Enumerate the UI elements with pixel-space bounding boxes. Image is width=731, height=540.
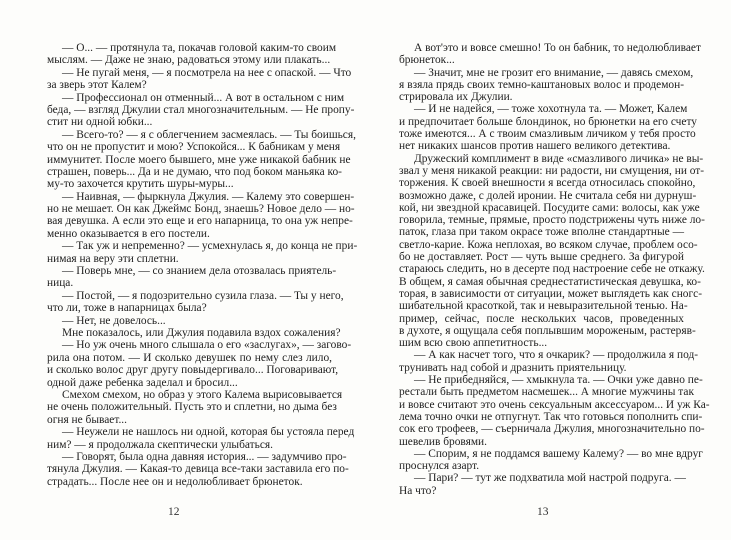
text-line: рестали быть предметом насмешек... А многие мужчины так [399,386,695,399]
text-line: вая девушка. А если это еще и его напарница, то она уж непре- [47,215,353,228]
paragraph [399,374,710,448]
text-line: В общем, я самая обычная среднестатистическая девушка, ко- [399,275,701,288]
paragraph [47,66,352,92]
text-line: иммунитет. После моего бывшего, мне уже никакой бабник не [47,153,351,166]
page-number-right: 13 [537,506,549,518]
text-line: говорила, темные, прямые, просто подстрижены чуть ниже ло- [399,214,705,227]
paragraph [399,349,699,374]
text-line: — Но уж очень много слышала о его «заслугах», — загово- [62,339,352,352]
text-line: — Поверь мне, — со знанием дела отозвалась приятель- [62,265,337,278]
text-line: ним? — я продолжала скептически улыбаться. [47,438,273,451]
text-line: нет никаких шансов против нашего великого детектива. [399,140,671,153]
text-line: ница. [47,277,74,290]
text-line: Смехом смехом, но образ у этого Калема вырисовывается [62,388,343,401]
paragraph [47,91,355,129]
text-line: торая, в зависимости от ситуации, может выглядеть как сногс- [399,287,703,300]
paragraph [47,388,343,426]
left-page-text [47,42,358,488]
text-line: лема точно очки не отпугнут. Так что готовься пополнить спи- [399,410,703,423]
text-line: светло-карие. Кожа неплохая, во всяком случае, проблем осо- [399,238,698,251]
text-line: нимая на веру эти сплетни. [47,252,179,265]
text-line: не очень положительный. Пусть это и сплетни, но дыма без [47,401,337,414]
text-line: стрировала их Джулии. [399,91,513,104]
text-line: трунивать над собой и дразнить приятельницу. [399,361,627,374]
text-line: шим всю свою аппетитность... [399,337,548,350]
text-line: — Так уж и непременно? — усмехнулась я, до конца не при- [62,240,358,253]
text-line: что он не пропустит и мою? Успокойся... К бабникам у меня [47,141,341,154]
text-line: — Неужели не нашлось ни одной, которая бы устояла перед [62,426,355,439]
text-line: — Всего-то? — я с облегчением засмеялась. — Ты боишься, [62,128,356,141]
text-line: но не мешает. Он как Джеймс Бонд, знаешь? Новое дело — но- [47,203,355,216]
text-line: кой, ни звездной красавицей. Посудите сами: волосы, как уже [399,201,700,214]
text-line: сок его трофеев, — съерничала Джулия, многозначительно по- [399,423,705,436]
text-line: в духоте, я ощущала себя поплывшим мороженым, растеряв- [399,324,696,337]
text-line: и предпочитает больше блондинок, но брюнетки на его счету [399,115,697,128]
paragraph [399,66,694,104]
text-line: На что? [399,484,437,497]
text-line: мыслям. — Даже не знаю, радоваться этому или плакать... [47,54,331,67]
paragraph [47,190,355,241]
text-line: — Не пугай меня, — я посмотрела на нее с опаской. — Что [62,66,352,79]
text-line: за зверь этот Калем? [47,79,147,92]
paragraph [47,326,341,339]
text-line: му-то захочется крутить шуры-муры... [47,178,234,191]
text-line: рила она потом. — И сколько девушек по нему слез лило, [47,351,332,364]
paragraph [47,240,358,265]
paragraph [47,315,332,327]
text-line: брюнеток... [399,54,455,67]
paragraph [399,42,701,67]
text-line: торжения. К своей внешности я всегда относилась спокойно, [399,177,696,190]
text-line: одной даже ребенка заделал и бросил... [47,376,238,389]
text-line: я взяла прядь своих темно-каштановых волос и продемон- [399,78,684,91]
paragraph [47,426,355,451]
text-line: — Говорят, была одна давняя история... — задумчиво про- [62,450,347,463]
text-line: тоже имеются... А с твоим смазливым личиком у тебя просто [399,128,696,141]
text-line: возможно даже, с долей иронии. Не считала себя ни дурнуш- [399,189,697,202]
paragraph [47,42,337,67]
text-line: шевелив бровями. [399,435,488,448]
text-line: — Профессионал он отменный... А вот в остальном с ним [62,91,345,104]
text-line: менно оказывается в его постели. [47,227,210,240]
paragraph [47,265,337,290]
text-line: Дружеский комплимент в виде «смазливого личика» не вы- [414,152,704,165]
text-line: стит ни одной юбки... [47,116,153,129]
paragraph [47,450,349,488]
text-line: паток, глаза при таком окрасе тоже вполне стандартные — [399,226,684,239]
text-line: А вот'это и вовсе смешно! То он бабник, то недолюбливает [414,42,701,54]
text-line: беда, — взгляд Джулии стал многозначительным. — Не пропу- [47,103,355,116]
right-page-text [399,42,710,497]
text-line: — И не надейся, — тоже хохотнула та. — Может, Калем [414,103,688,116]
paragraph [47,289,344,315]
text-line: и вовсе считают это очень сексуальным аксессуаром... И уж Ка- [399,398,710,411]
text-line: огня не бывает... [47,413,128,426]
paragraph [47,339,352,389]
text-line: — Не прибедняйся, — хмыкнула та. — Очки уже давно пе- [414,374,703,387]
page-number-left: 12 [168,506,180,518]
paragraph [399,447,703,473]
text-line: Мне показалось, или Джулия подавила вздох сожаления? [62,326,341,339]
text-line: стараюсь следить, но в десерте под настроение себе не откажу. [399,263,705,276]
paragraph [399,472,684,497]
text-line: бо не доставляет. Рост — чуть выше среднего. За фигурой [399,251,684,264]
paragraph [47,128,356,191]
text-line: проснулся азарт. [399,460,480,473]
paragraph [399,152,705,350]
text-line: что ли, тоже в напарницах была? [47,302,207,315]
text-line: — А как насчет того, что я очкарик? — продолжила я под- [414,349,699,362]
paragraph [399,103,697,153]
text-line: шибательной красоткой, так и невыразительной тенью. На- [399,300,688,313]
text-line: — Наивная, — фыркнула Джулия. — Калему это совершен- [62,190,355,203]
text-line: — О... — протянула та, покачав головой каким-то своим [62,42,337,54]
text-line: — Пари? — тут же подхватила мой настрой подруга. — [414,472,686,485]
text-line: — Нет, не довелось... [62,314,166,327]
text-line: — Значит, мне не грозит его внимание, — давясь смехом, [414,66,694,79]
text-line: страшен, поверь... Да и не думаю, что под боком маньяка ко- [47,165,342,178]
text-line: пример, сейчас, после нескольких часов, проведенных [399,312,684,325]
text-line: тянула Джулия. — Какая-то девица все-таки заставила его по- [47,463,349,476]
text-line: — Постой, — я подозрительно сузила глаза. — Ты у него, [62,289,344,302]
text-line: страдать... После нее он и недолюбливает брюнеток. [47,475,303,488]
text-line: — Спорим, я не поддамся вашему Калему? — во мне вдруг [414,447,703,460]
text-line: и сколько волос друг другу повыдергивало... Поговаривают, [47,364,339,377]
text-line: звал у меня никакой реакции: ни радости, ни смущения, ни от- [399,164,705,177]
